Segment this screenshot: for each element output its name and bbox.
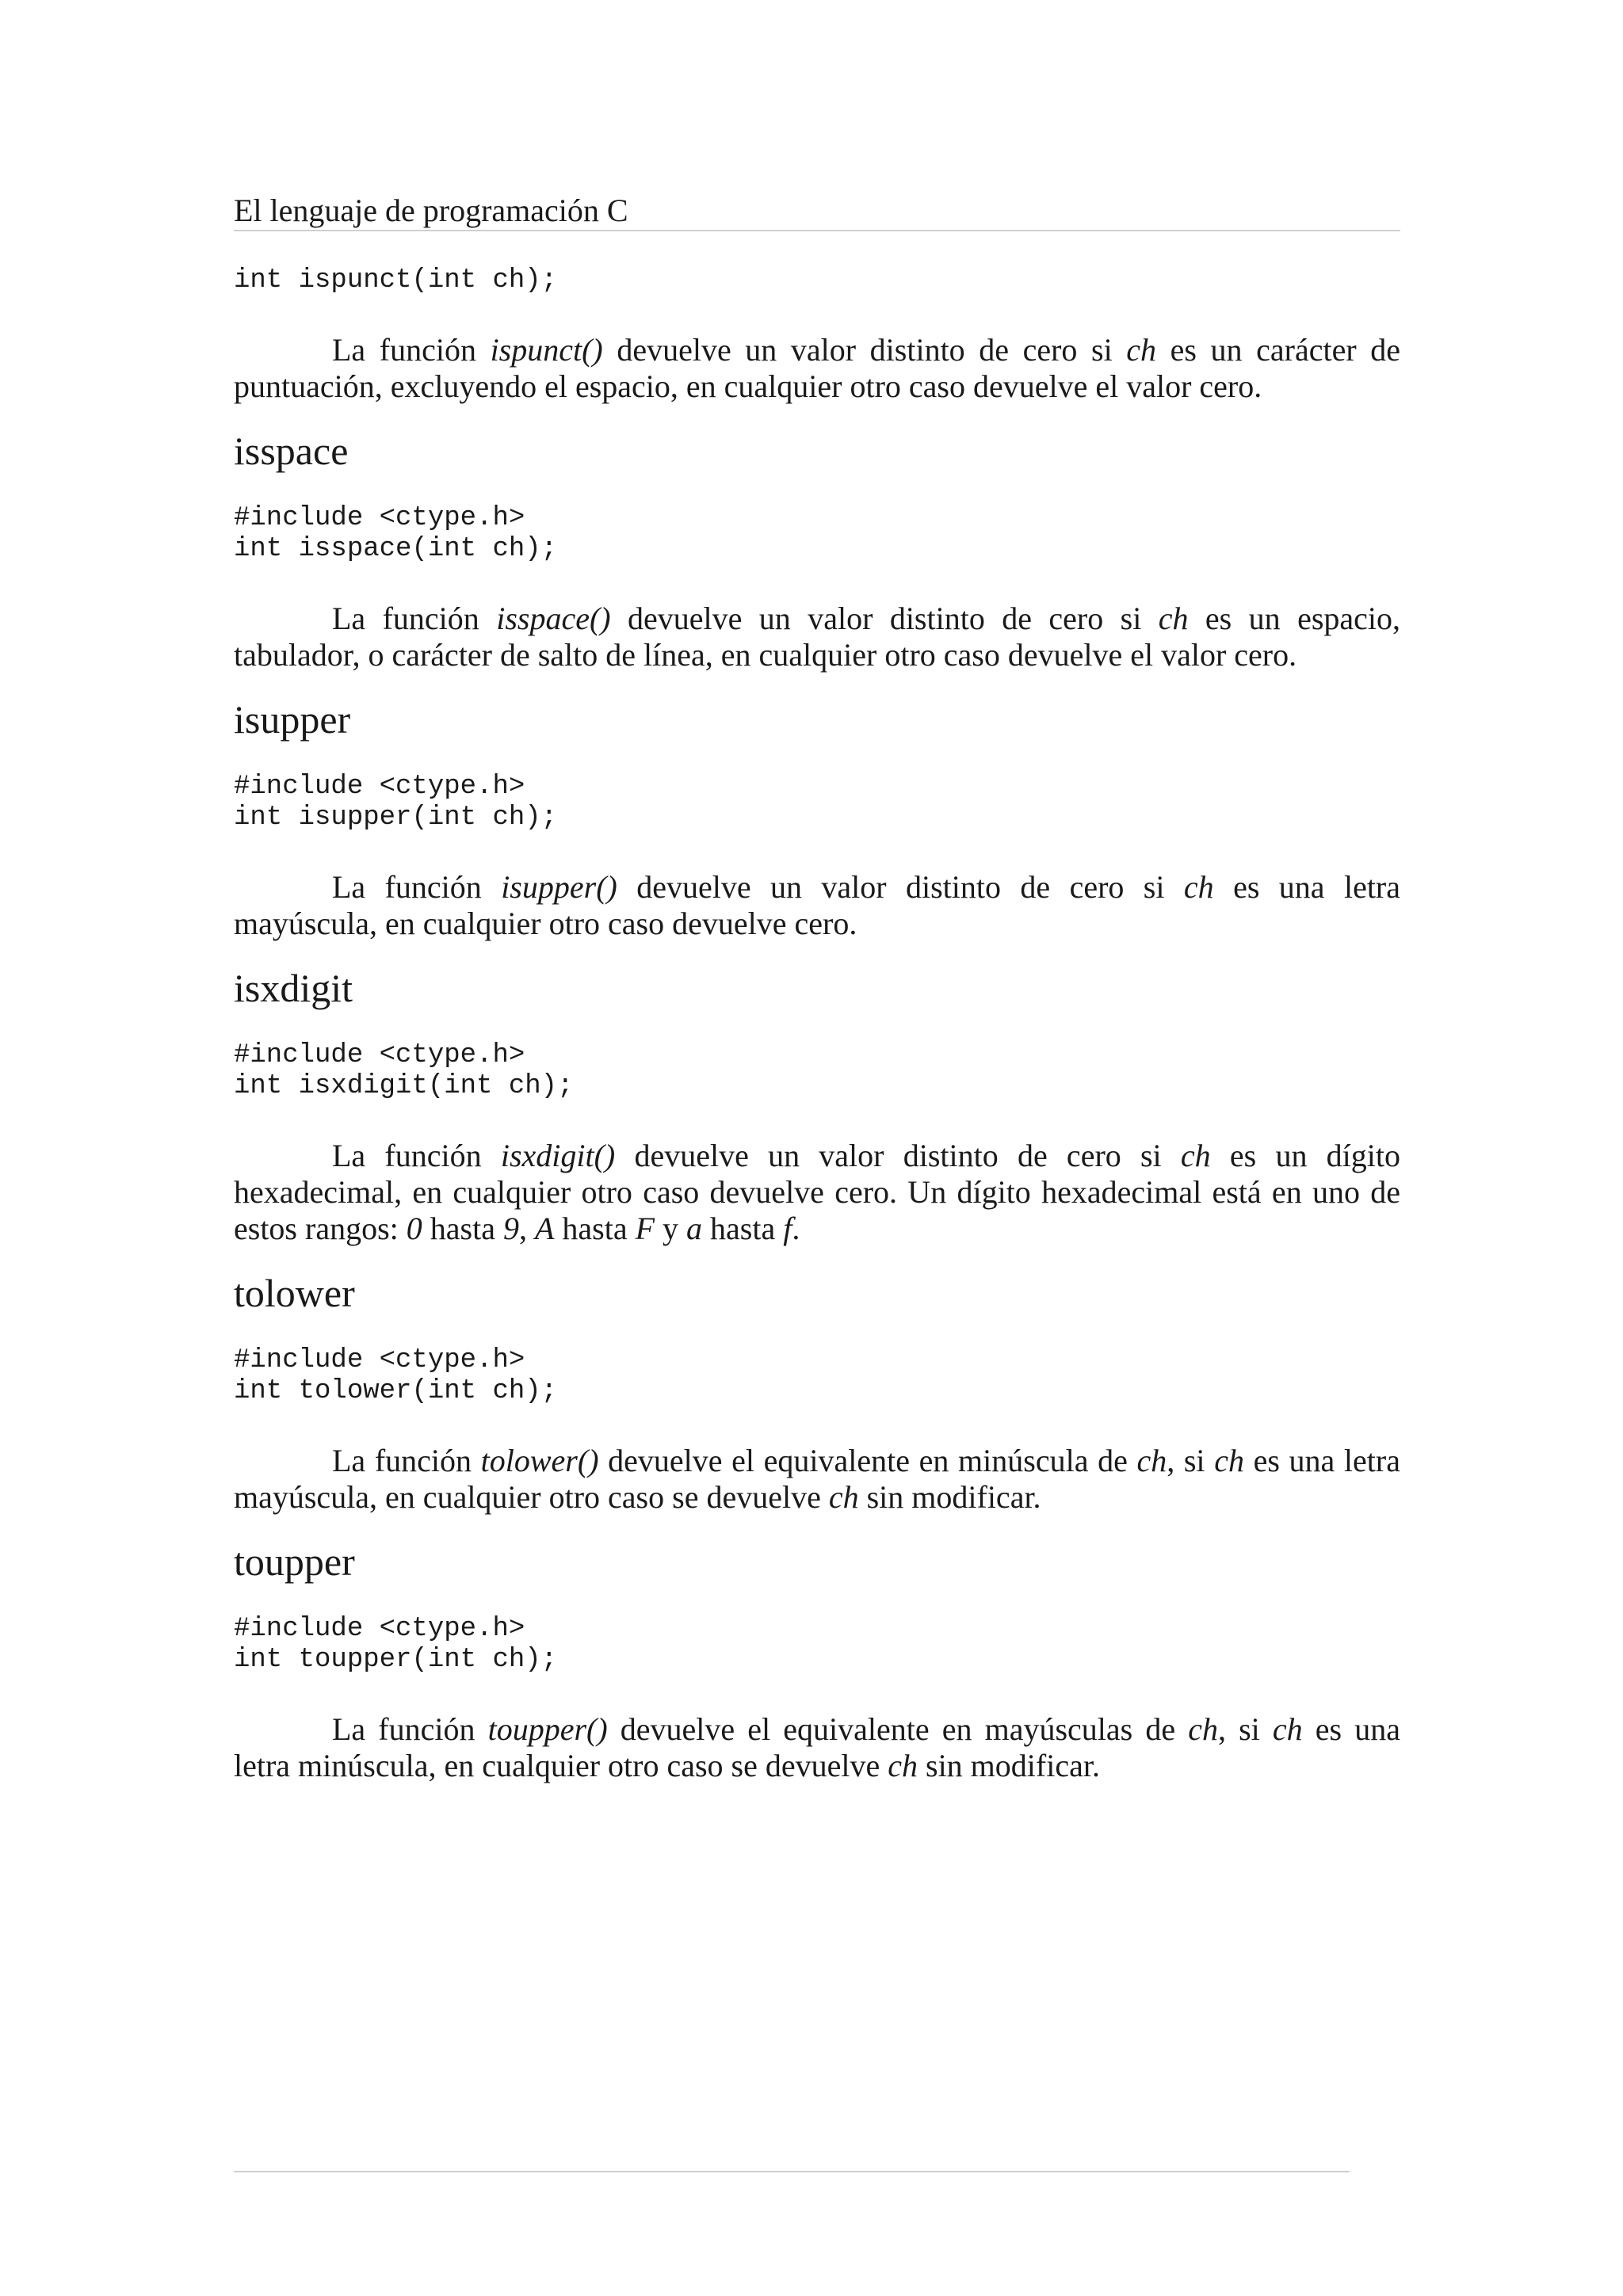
code-line: int isupper(int ch);	[234, 803, 558, 833]
code-line: int isxdigit(int ch);	[234, 1071, 574, 1101]
code-line: #include <ctype.h>	[234, 772, 525, 802]
function-heading: toupper	[234, 1539, 355, 1584]
running-header: El lenguaje de programación C	[234, 193, 628, 228]
code-block	[234, 265, 1400, 296]
code-block	[234, 1345, 1400, 1407]
section-isxdigit	[234, 964, 1400, 1247]
code-line: #include <ctype.h>	[234, 503, 525, 533]
description-paragraph: La función isupper() devuelve un valor distinto de cero si ch es una letra mayúscula, en cualquier otro caso devuelve cero.	[234, 869, 1401, 941]
code-line: int isspace(int ch);	[234, 534, 558, 564]
code-line: #include <ctype.h>	[234, 1614, 525, 1644]
code-block	[234, 1614, 1400, 1676]
function-heading: isspace	[234, 429, 349, 473]
description-paragraph: La función isxdigit() devuelve un valor distinto de cero si ch es un dígito hexadecimal, en cualquier otro caso devuelve cero. Un dígito hexadecimal está en uno de estos rangos: 0 hasta 9, A hasta F y a hasta f.	[234, 1138, 1401, 1246]
page-content	[234, 265, 1400, 1784]
code-line: #include <ctype.h>	[234, 1345, 525, 1375]
section-tolower	[234, 1269, 1400, 1516]
code-line: int ispunct(int ch);	[234, 265, 558, 296]
code-line: #include <ctype.h>	[234, 1040, 525, 1070]
section-ispunct	[234, 265, 1400, 405]
function-heading: isupper	[234, 697, 351, 742]
code-line: int toupper(int ch);	[234, 1645, 558, 1675]
code-line: int tolower(int ch);	[234, 1376, 558, 1406]
description-paragraph: La función isspace() devuelve un valor distinto de cero si ch es un espacio, tabulador, o carácter de salto de línea, en cualquier otro caso devuelve el valor cero.	[234, 601, 1401, 673]
section-toupper	[234, 1538, 1400, 1784]
code-block	[234, 503, 1400, 565]
header-rule	[234, 230, 1400, 231]
code-block	[234, 772, 1400, 833]
code-block	[234, 1040, 1400, 1102]
description-paragraph: La función toupper() devuelve el equivalente en mayúsculas de ch, si ch es una letra minúscula, en cualquier otro caso se devuelve ch sin modificar.	[234, 1711, 1400, 1783]
section-isspace	[234, 427, 1400, 673]
footer-rule	[234, 2171, 1350, 2172]
function-heading: isxdigit	[234, 966, 353, 1010]
description-paragraph: La función ispunct() devuelve un valor distinto de cero si ch es un carácter de puntuación, excluyendo el espacio, en cualquier otro caso devuelve el valor cero.	[234, 332, 1401, 404]
description-paragraph: La función tolower() devuelve el equivalente en minúscula de ch, si ch es una letra mayúscula, en cualquier otro caso se devuelve ch sin modificar.	[234, 1443, 1400, 1515]
function-heading: tolower	[234, 1271, 355, 1315]
section-isupper	[234, 696, 1400, 942]
